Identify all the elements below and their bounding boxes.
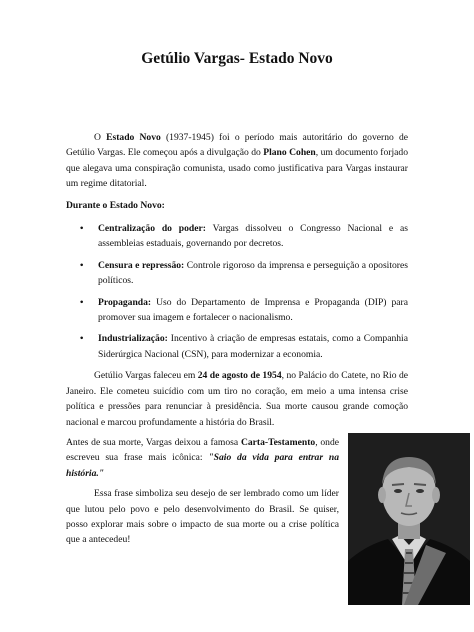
list-item-label: Propaganda:	[98, 296, 152, 308]
intro-bold-plano-cohen: Plano Cohen	[263, 147, 316, 159]
bullet-list	[66, 221, 408, 362]
list-item-text: Vargas dissolveu o Congresso Nacional e as assembleias estaduais, governando por decretos.	[98, 223, 408, 250]
list-item-label: Censura e repressão:	[98, 259, 185, 271]
list-item-label: Industrialização:	[98, 333, 168, 345]
list-item-text: Uso do Departamento de Imprensa e Propaganda (DIP) para promover sua imagem e fortalecer o nacionalismo.	[98, 296, 408, 324]
page-title: Getúlio Vargas- Estado Novo	[141, 50, 333, 67]
intro-text-2: (1937-1945) foi o período mais autoritário do governo de Getúlio Vargas. Ele começou após a divulgação do	[66, 132, 408, 159]
portrait-photo	[348, 433, 470, 605]
death-paragraph	[66, 368, 408, 430]
bullet-icon: •	[80, 259, 84, 271]
list-item	[66, 331, 408, 362]
death-date: 24 de agosto de 1954	[197, 370, 282, 382]
letter-text-2: , onde escreveu sua frase mais icônica:	[66, 436, 339, 464]
intro-text-1: O	[94, 132, 107, 143]
letter-bold-carta: Carta-Testamento	[240, 436, 316, 448]
list-item-text: Controle rigoroso da imprensa e perseguição a opositores políticos.	[98, 259, 408, 287]
list-item-text: Incentivo à criação de empresas estatais, como a Companhia Siderúrgica Nacional (CSN), para modernizar a economia.	[98, 333, 408, 360]
bullet-icon: •	[80, 223, 84, 235]
bullet-icon: •	[80, 333, 84, 345]
death-text-1: Getúlio Vargas faleceu em	[94, 370, 198, 382]
list-item-label: Centralização do poder:	[98, 223, 206, 235]
bullet-icon: •	[80, 296, 84, 308]
letter-text-1: Antes de sua morte, Vargas deixou a famosa	[66, 436, 241, 448]
death-text-2: , no Palácio do Catete, no Rio de Janeiro. Ele cometeu suicídio com um tiro no coração, em meio a uma intensa crise política e pressões para renunciar à presidência. Sua morte causou grande comoção nacional e marcou profundamente a história do Brasil.	[66, 370, 408, 428]
section-heading: Durante o Estado Novo:	[66, 199, 165, 211]
intro-paragraph	[66, 130, 408, 192]
letter-quote: "Saio da vida para entrar na história."	[66, 452, 339, 479]
closing-paragraph: Essa frase simboliza seu desejo de ser lembrado como um líder que lutou pelo povo e pelo desenvolvimento do Brasil. Se quiser, posso explorar mais sobre o impacto de sua morte ou a crise política que a antecedeu!	[66, 488, 339, 546]
list-item	[66, 258, 408, 289]
portrait-image	[348, 433, 470, 605]
list-item	[66, 221, 408, 252]
intro-text-3: , um documento forjado que alegava uma conspiração comunista, usado como justificativa para Vargas instaurar um regime ditatorial.	[66, 147, 408, 190]
intro-bold-estado-novo: Estado Novo	[106, 132, 161, 143]
letter-paragraph	[66, 435, 339, 481]
list-item	[66, 295, 408, 326]
